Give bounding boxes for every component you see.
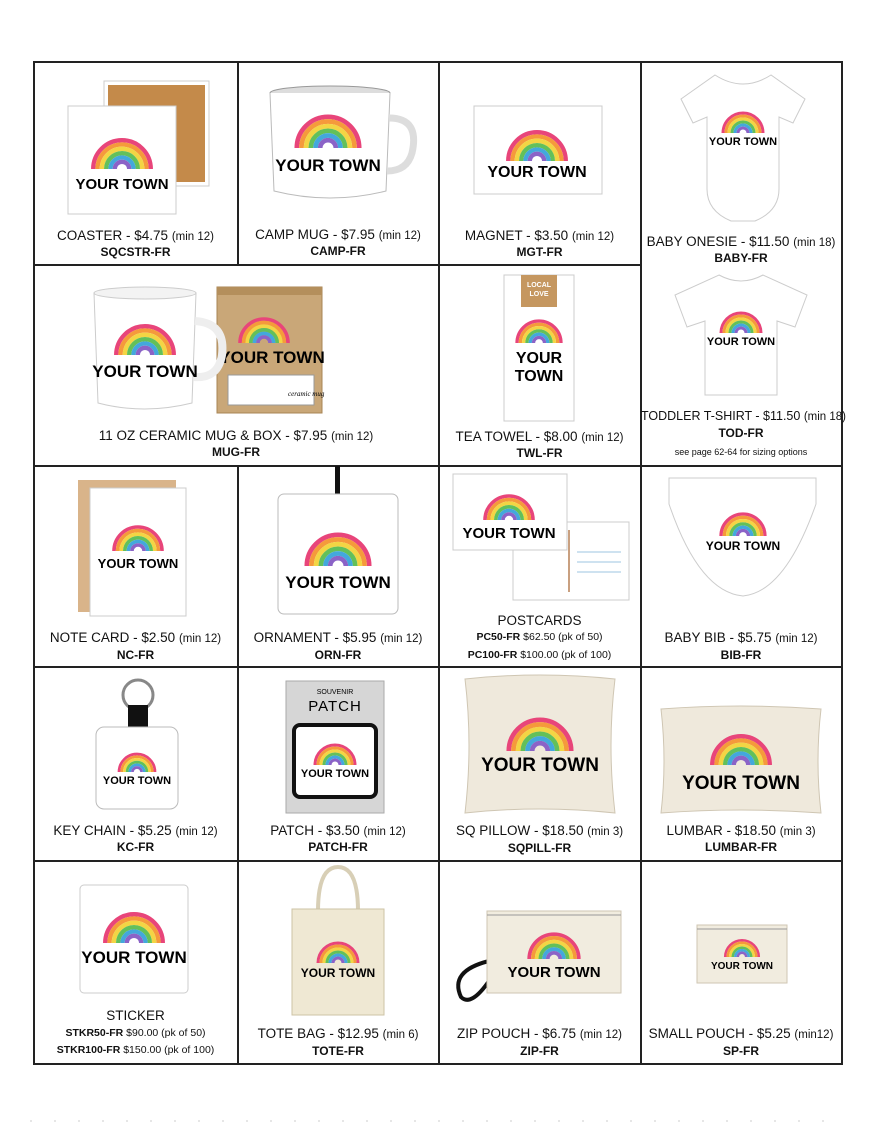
magnet-image (471, 103, 606, 199)
svg-text:YOUR TOWN: YOUR TOWN (507, 964, 601, 981)
product-baby-bib (641, 466, 841, 666)
magnet-name: MAGNET - $3.50 (464, 228, 569, 243)
svg-text:SOUVENIR: SOUVENIR (316, 689, 354, 696)
ceramic-mug-code: MUG-FR (212, 445, 260, 459)
sq-pillow-min: (min 3) (587, 826, 624, 838)
ceramic-mug-image (92, 283, 382, 418)
product-tote-bag (238, 861, 438, 1063)
tote-bag-min: (min 6) (382, 1029, 419, 1041)
small-pouch-code: SP-FR (723, 1044, 759, 1058)
svg-text:YOUR TOWN: YOUR TOWN (705, 539, 781, 553)
lumbar-code: LUMBAR-FR (705, 840, 777, 854)
svg-text:YOUR TOWN: YOUR TOWN (708, 136, 778, 148)
product-lumbar (641, 667, 841, 860)
onesie-min: (min 18) (793, 237, 836, 249)
svg-text:YOUR TOWN: YOUR TOWN (92, 362, 198, 381)
svg-text:YOUR TOWN: YOUR TOWN (102, 775, 172, 787)
baby-bib-image (665, 474, 820, 599)
baby-bib-name: BABY BIB - $5.75 (664, 630, 772, 645)
key-chain-name: KEY CHAIN - $5.25 (53, 823, 172, 838)
sq-pillow-name: SQ PILLOW - $18.50 (455, 823, 584, 838)
product-note-card (34, 466, 237, 666)
ceramic-mug-min: (min 12) (331, 431, 374, 443)
tote-bag-image (288, 865, 388, 1020)
key-chain-min: (min 12) (175, 826, 218, 838)
svg-text:YOUR TOWN: YOUR TOWN (75, 176, 169, 193)
svg-text:YOUR TOWN: YOUR TOWN (481, 755, 599, 776)
grid-border-right (841, 61, 843, 1065)
product-coaster (34, 63, 237, 264)
sticker-price-100: $150.00 (pk of 100) (123, 1044, 215, 1056)
toddler-tshirt-name: TODDLER T-SHIRT - $11.50 (641, 409, 801, 423)
sticker-option-50 (34, 1026, 237, 1041)
svg-text:YOUR: YOUR (515, 350, 563, 367)
baby-bib-label (641, 629, 841, 648)
note-card-image (74, 476, 194, 621)
coaster-name: COASTER - $4.75 (57, 228, 169, 243)
sq-pillow-image (457, 671, 623, 819)
svg-text:YOUR TOWN: YOUR TOWN (487, 164, 587, 181)
camp-mug-name: CAMP MUG - $7.95 (255, 227, 375, 242)
lumbar-image (655, 703, 827, 819)
postcards-code-50: PC50-FR (476, 631, 521, 643)
tea-towel-image (501, 273, 577, 425)
magnet-code: MGT-FR (516, 245, 563, 259)
svg-text:YOUR TOWN: YOUR TOWN (710, 961, 774, 972)
toddler-tshirt-image (671, 271, 811, 401)
sticker-option-100 (34, 1043, 237, 1058)
camp-mug-code: CAMP-FR (310, 244, 366, 258)
postcards-price-50: $62.50 (pk of 50) (523, 631, 603, 643)
svg-text:YOUR TOWN: YOUR TOWN (300, 768, 370, 780)
postcards-option-50 (439, 630, 640, 645)
product-zip-pouch (439, 861, 640, 1063)
tea-towel-name: TEA TOWEL - $8.00 (455, 429, 578, 444)
coaster-min: (min 12) (171, 231, 214, 243)
product-ornament (238, 466, 438, 666)
postcards-image (451, 472, 631, 604)
tea-towel-min: (min 12) (581, 432, 624, 444)
sticker-code-100: STKR100-FR (56, 1044, 121, 1056)
svg-text:LOCAL: LOCAL (526, 282, 552, 289)
note-card-code: NC-FR (116, 648, 155, 662)
product-toddler-tshirt (641, 265, 846, 465)
product-onesie (641, 63, 841, 264)
coaster-code: SQCSTR-FR (100, 245, 171, 259)
ornament-code: ORN-FR (314, 648, 362, 662)
note-card-label (34, 629, 237, 648)
ornament-min: (min 12) (380, 633, 423, 645)
onesie-code: BABY-FR (714, 251, 768, 265)
product-sticker (34, 861, 237, 1063)
lumbar-name: LUMBAR - $18.50 (666, 823, 776, 838)
svg-text:YOUR TOWN: YOUR TOWN (462, 525, 556, 542)
zip-pouch-min: (min 12) (579, 1029, 622, 1041)
svg-text:YOUR TOWN: YOUR TOWN (285, 573, 391, 592)
patch-code: PATCH-FR (308, 840, 368, 854)
sticker-image (76, 881, 192, 997)
patch-name: PATCH - $3.50 (270, 823, 360, 838)
svg-text:PATCH: PATCH (308, 698, 362, 715)
toddler-tshirt-label (641, 408, 846, 426)
ornament-image (274, 466, 402, 621)
product-small-pouch (641, 861, 841, 1063)
zip-pouch-name: ZIP POUCH - $6.75 (457, 1026, 577, 1041)
tote-bag-name: TOTE BAG - $12.95 (257, 1026, 379, 1041)
svg-text:YOUR TOWN: YOUR TOWN (219, 348, 325, 367)
key-chain-image (92, 677, 182, 812)
sticker-code-50: STKR50-FR (65, 1027, 124, 1039)
product-postcards (439, 466, 640, 666)
svg-text:YOUR TOWN: YOUR TOWN (275, 156, 381, 175)
product-camp-mug (238, 63, 438, 264)
ornament-name: ORNAMENT - $5.95 (253, 630, 377, 645)
onesie-image (675, 71, 811, 226)
product-key-chain (34, 667, 237, 860)
svg-text:YOUR TOWN: YOUR TOWN (706, 336, 776, 348)
sticker-name: STICKER (106, 1008, 165, 1023)
sq-pillow-code: SQPILL-FR (507, 841, 572, 855)
product-patch (238, 667, 438, 860)
toddler-tshirt-min: (min 18) (803, 411, 846, 423)
svg-text:YOUR TOWN: YOUR TOWN (81, 948, 187, 967)
tote-bag-label (238, 1025, 438, 1044)
small-pouch-name: SMALL POUCH - $5.25 (648, 1026, 791, 1041)
svg-text:YOUR TOWN: YOUR TOWN (97, 556, 179, 571)
postcards-price-100: $100.00 (pk of 100) (520, 649, 612, 661)
product-tea-towel (439, 265, 640, 465)
svg-text:TOWN: TOWN (514, 368, 564, 385)
tote-bag-code: TOTE-FR (312, 1044, 364, 1058)
postcards-code-100: PC100-FR (467, 649, 518, 661)
svg-text:LOVE: LOVE (529, 291, 549, 298)
lumbar-min: (min 3) (779, 826, 816, 838)
zip-pouch-image (449, 901, 629, 1011)
magnet-min: (min 12) (571, 231, 615, 243)
zip-pouch-label (439, 1025, 640, 1044)
product-ceramic-mug (34, 265, 438, 465)
toddler-tshirt-code: TOD-FR (718, 426, 764, 440)
baby-bib-min: (min 12) (775, 633, 818, 645)
svg-text:YOUR TOWN: YOUR TOWN (300, 966, 376, 980)
baby-bib-code: BIB-FR (720, 648, 762, 662)
svg-text:YOUR TOWN: YOUR TOWN (682, 773, 800, 794)
ceramic-mug-name: 11 OZ CERAMIC MUG & BOX - $7.95 (98, 428, 328, 443)
product-sq-pillow (439, 667, 640, 860)
camp-mug-image (262, 83, 422, 213)
onesie-name: BABY ONESIE - $11.50 (646, 234, 790, 249)
bottom-decorative-dashes (0, 1118, 875, 1124)
key-chain-code: KC-FR (116, 840, 155, 854)
postcards-name: POSTCARDS (497, 613, 582, 628)
coaster-image (64, 79, 214, 219)
sticker-price-50: $90.00 (pk of 50) (126, 1027, 206, 1039)
note-card-name: NOTE CARD - $2.50 (49, 630, 176, 645)
zip-pouch-code: ZIP-FR (520, 1044, 559, 1058)
patch-min: (min 12) (363, 826, 406, 838)
sq-pillow-label (439, 822, 640, 841)
small-pouch-label (641, 1025, 841, 1044)
note-card-min: (min 12) (178, 633, 222, 645)
patch-image (284, 679, 386, 815)
svg-text:ceramic mug: ceramic mug (288, 390, 325, 398)
small-pouch-min: (min12) (794, 1029, 834, 1041)
postcards-option-100 (439, 648, 640, 663)
camp-mug-min: (min 12) (378, 230, 421, 242)
toddler-sizing-note: see page 62-64 for sizing options (674, 447, 808, 457)
ornament-label (238, 629, 438, 648)
product-magnet (439, 63, 640, 264)
small-pouch-image (695, 921, 789, 985)
tea-towel-code: TWL-FR (516, 446, 563, 460)
